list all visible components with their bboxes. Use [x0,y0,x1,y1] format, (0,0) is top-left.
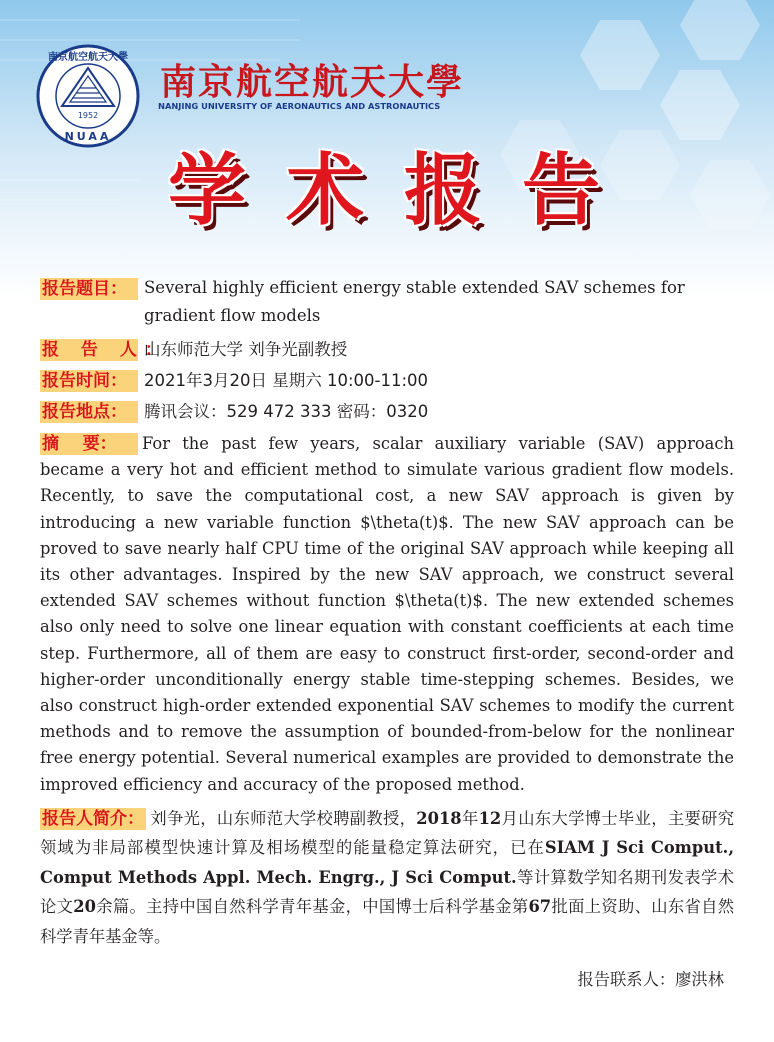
topic-value: Several highly efficient energy stable extended SAV schemes for gradient flow models [144,278,685,325]
bio-year: 2018 [416,808,462,828]
time-row [40,365,734,396]
bio-label: 报告人简介： [42,808,144,829]
bio-part2: 年 [461,808,479,828]
place-row [40,396,734,427]
bio-journals: SIAM J Sci Comput., Comput Methods Appl. Mech. Engrg., J Sci Comput. [40,838,734,887]
place-label: 报告地点： [40,401,138,423]
emblem-year: 1952 [77,111,99,120]
speaker-row [40,334,734,365]
emblem-top-text: 南京航空航天大學 [48,52,128,63]
bio-part5: 余篇。主持中国自然科学青年基金，中国博士后科学基金第 [95,897,529,917]
emblem-bottom-text: NUAA [64,130,112,143]
speaker-value: 山东师范大学 刘争光副教授 [144,340,348,359]
contact-person: 报告联系人：廖洪林 [577,970,724,989]
bio-batch: 67 [528,897,552,917]
bio-part4: 等计算数学知名期刊发表学术论文 [40,867,734,917]
speaker-label: 报 告 人： [42,340,170,360]
bio-block [40,804,734,952]
bio-month: 12 [478,808,502,828]
bio-part6: 批面上资助、山东省自然科学青年基金等。 [40,897,734,946]
poster-title: 学术报告 [168,146,641,236]
time-value: 2021年3月20日 星期六 10:00-11:00 [144,371,429,390]
bio-part3: 月山东大学博士毕业，主要研究领域为非局部模型快速计算及相场模型的能量稳定算法研究，已在 [40,808,734,858]
university-emblem [36,44,140,148]
bio-part1: 刘争光，山东师范大学校聘副教授， [150,808,417,828]
time-label: 报告时间： [40,370,138,392]
abstract-block [40,431,734,798]
university-name-en: NANJING UNIVERSITY OF AERONAUTICS AND ASTRONAUTICS [158,101,441,111]
university-name-cn: 南京航空航天大學 [160,61,465,103]
poster-content [40,274,734,951]
place-value: 腾讯会议：529 472 333 密码：0320 [144,402,429,421]
abstract-label: 摘 要： [40,433,138,455]
topic-row [40,274,734,330]
topic-label: 报告题目： [40,278,138,300]
bio-count: 20 [73,897,96,917]
abstract-text: For the past few years, scalar auxiliary variable (SAV) approach became a very hot and efficient method to simulate various gradient flow models. Recently, to save the computational cost, a new SAV approach is given by introducing a new variable function $\theta(t)$. The new SAV approach can be proved to save nearly half CPU time of the original SAV approach while keeping all its other advantages. Inspired by the new SAV approach, we construct several extended SAV schemes without function $\theta(t)$. The new extended schemes also only need to solve one linear equation with constant coefficients at each time step. Furthermore, all of them are easy to construct first-order, second-order and higher-order unconditionally energy stable time-stepping schemes. Besides, we also construct high-order extended exponential SAV schemes to modify the current methods and to remove the assumption of bounded-from-below for the nonlinear free energy potential. Several numerical examples are provided to demonstrate the improved efficiency and accuracy of the proposed method. [40,434,734,794]
